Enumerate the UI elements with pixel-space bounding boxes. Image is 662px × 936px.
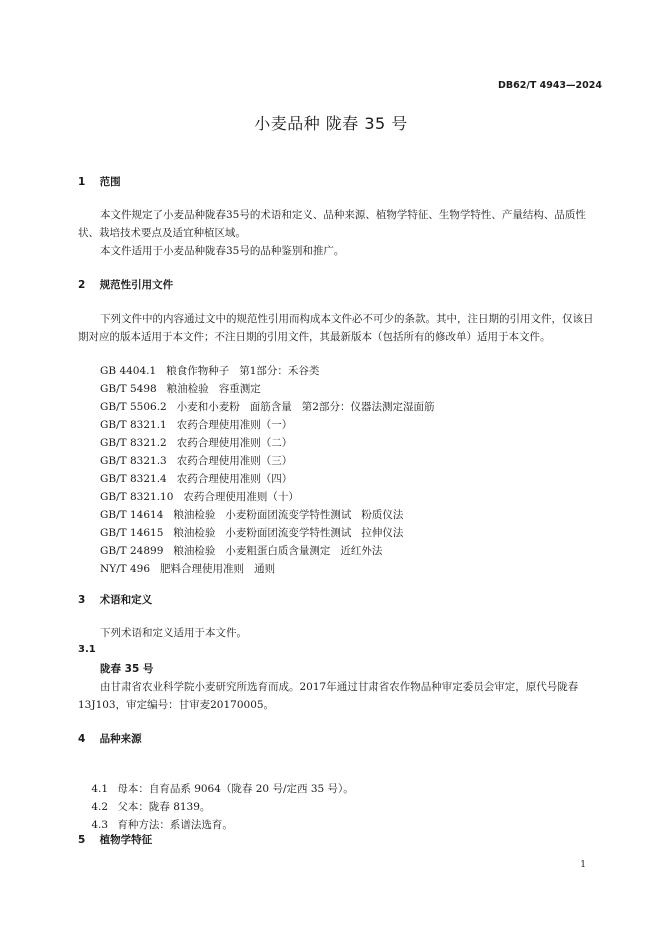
document-title: 小麦品种 陇春 35 号 <box>254 114 408 133</box>
reference-item: GB 4404.1 粮食作物种子 第1部分：禾谷类 <box>100 365 320 377</box>
reference-item: GB/T 14615 粮油检验 小麦粉面团流变学特性测试 拉伸仪法 <box>100 527 404 539</box>
reference-item: GB/T 5498 粮油检验 容重测定 <box>100 383 261 395</box>
section-3-heading <box>78 592 152 607</box>
section-title: 范围 <box>99 176 121 188</box>
reference-item: GB/T 24899 粮油检验 小麦粗蛋白质含量测定 近红外法 <box>100 545 383 557</box>
section-number: 3 <box>78 594 86 606</box>
reference-item: GB/T 8321.4 农药合理使用准则（四） <box>100 473 293 485</box>
term-number: 3.1 <box>78 644 96 655</box>
scope-paragraph-1: 本文件规定了小麦品种陇春35号的术语和定义、品种来源、植物学特征、生物学特性、产量结构、品质性状、栽培技术要点及适宜种植区域。 <box>78 209 586 239</box>
section-number: 1 <box>78 176 86 188</box>
source-item-text: 母本：自育品系 9064（陇春 20 号/定西 35 号）。 <box>117 783 354 795</box>
page-number: 1 <box>580 860 586 870</box>
reference-item: GB/T 8321.2 农药合理使用准则（二） <box>100 437 293 449</box>
section-title: 规范性引用文件 <box>99 279 174 291</box>
standard-code: DB62/T 4943—2024 <box>498 80 602 91</box>
section-1-heading <box>78 174 121 189</box>
section-title: 植物学特征 <box>99 834 153 846</box>
section-number: 4 <box>78 733 86 745</box>
section-number: 2 <box>78 279 86 291</box>
section-number: 5 <box>78 834 86 846</box>
reference-item: GB/T 8321.10 农药合理使用准则（十） <box>100 491 299 503</box>
terms-intro: 下列术语和定义适用于本文件。 <box>100 627 247 639</box>
reference-item: GB/T 5506.2 小麦和小麦粉 面筋含量 第2部分：仪器法测定湿面筋 <box>100 401 435 413</box>
source-item-number: 4.3 <box>91 819 109 831</box>
reference-item: NY/T 496 肥料合理使用准则 通则 <box>100 563 276 575</box>
normative-intro: 下列文件中的内容通过文中的规范性引用而构成本文件必不可少的条款。其中，注日期的引用文件，仅该日期对应的版本适用于本文件；不注日期的引用文件，其最新版本（包括所有的修改单）适用于本文件。 <box>78 313 594 343</box>
source-item-number: 4.2 <box>91 801 109 813</box>
section-title: 术语和定义 <box>99 594 153 606</box>
reference-item: GB/T 8321.1 农药合理使用准则（一） <box>100 419 293 431</box>
source-item-number: 4.1 <box>91 783 109 795</box>
source-item-text: 父本：陇春 8139。 <box>117 801 211 813</box>
reference-item: GB/T 8321.3 农药合理使用准则（三） <box>100 455 293 467</box>
term-name: 陇春 35 号 <box>100 663 154 675</box>
source-item-text: 育种方法：系谱法选育。 <box>117 819 233 831</box>
section-5-heading <box>78 832 152 847</box>
term-definition: 由甘肃省农业科学院小麦研究所选育而成。2017年通过甘肃省农作物品种审定委员会审定，原代号陇春13J103，审定编号：甘审麦20170005。 <box>78 681 579 711</box>
section-title: 品种来源 <box>99 733 142 745</box>
scope-paragraph-2: 本文件适用于小麦品种陇春35号的品种鉴别和推广。 <box>100 245 345 257</box>
reference-item: GB/T 14614 粮油检验 小麦粉面团流变学特性测试 粉质仪法 <box>100 509 404 521</box>
section-2-heading <box>78 277 173 292</box>
section-4-heading <box>78 731 142 746</box>
